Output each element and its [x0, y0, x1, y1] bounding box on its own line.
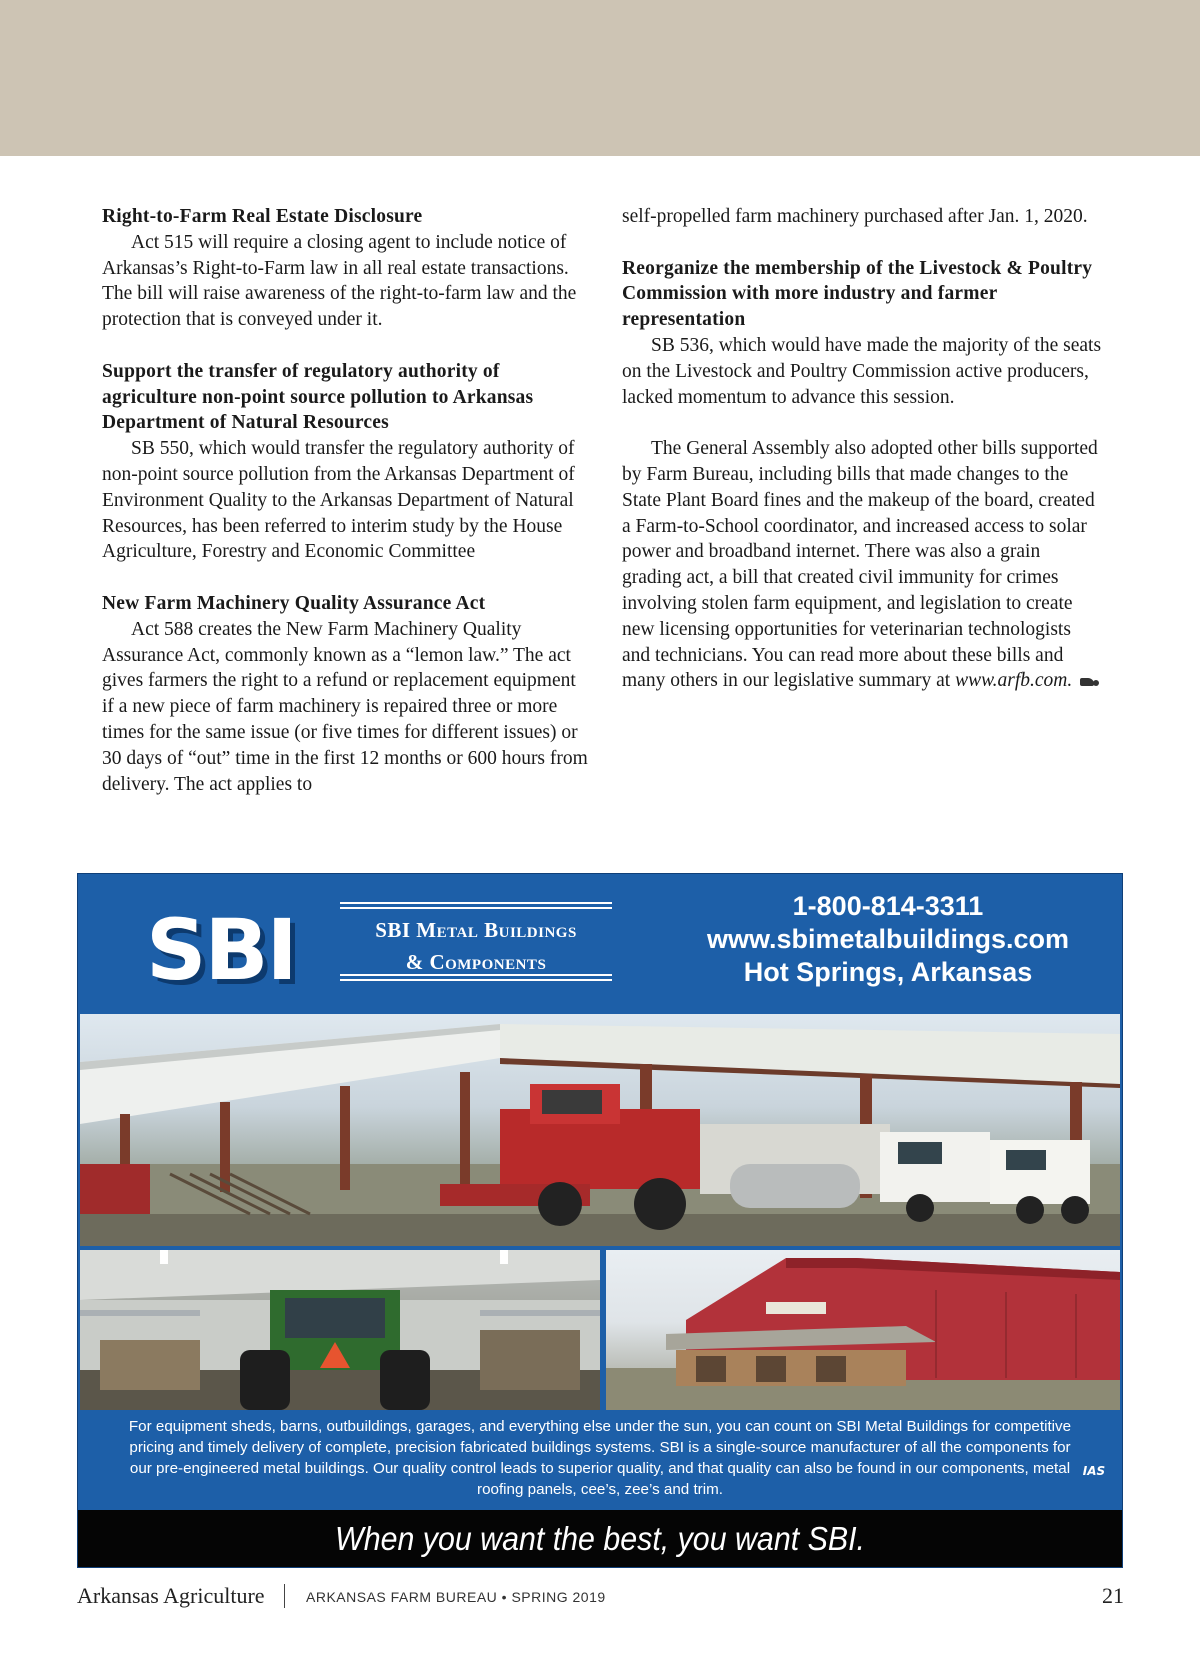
equipment-shed-illustration: [80, 1014, 1120, 1246]
ias-badge-icon: IAS: [1082, 1464, 1106, 1478]
ad-body-text: For equipment sheds, barns, outbuildings, garages, and everything else under the sun, you can count on SBI Metal Buildings for competitive pricing and timely delivery of complete, precision fabricated buildings systems. SBI is a single-source manufacturer of all the components for our pre-engineered metal buildings. Our quality control leads to superior quality, and that quality can also be found in our components, metal roofing panels, cee’s, zee’s and trim.: [128, 1418, 1072, 1498]
tractor-garage-photo: [80, 1250, 600, 1410]
ad-phone[interactable]: 1-800-814-3311: [792, 891, 984, 921]
section-heading: Reorganize the membership of the Livestock & Poultry Commission with more industry and farmer representation: [622, 257, 1093, 331]
sbi-logo: [146, 902, 326, 998]
section-heading: Support the transfer of regulatory authority of agriculture non-point source pollution to Arkansas Department of Natural Resources: [102, 360, 534, 434]
red-barn-photo: [606, 1250, 1120, 1410]
header-band: [0, 0, 1200, 156]
ad-tagline: When you want the best, you want SBI.: [335, 1520, 865, 1557]
ad-company-line1: SBI Metal Buildings: [375, 918, 577, 942]
ad-location: Hot Springs, Arkansas: [743, 957, 1033, 987]
section-body: SB 550, which would transfer the regulatory authority of non-point source pollution from the Arkansas Department of Environment Quality to the Arkansas Department of Natural Resources, has been referred to interim study by the House Agriculture, Forestry and Economic Committee: [102, 438, 575, 563]
page-number: 21: [1102, 1583, 1124, 1608]
closing-text: The General Assembly also adopted other bills supported by Farm Bureau, including bills that made changes to the State Plant Board fines and the makeup of the board, created a Farm-to-School coordinator, and increased access to solar power and broadband internet. There was also a grain grading act, a bill that created civil immunity for crimes involving stolen farm equipment, and legislation to create new licensing opportunities for veterinarian technologists and technicians. You can read more about these bills and many others in our legislative summary at: [622, 438, 1098, 692]
footer-publication: ARKANSAS FARM BUREAU • SPRING 2019: [306, 1589, 606, 1605]
ad-header: [78, 874, 1122, 1006]
article-left-column: [102, 204, 592, 797]
ad-company-name: [340, 914, 612, 978]
closing-paragraph: [622, 436, 1102, 694]
website-link[interactable]: www.arfb.com.: [955, 670, 1073, 692]
ad-contact: [678, 890, 1098, 989]
sbi-logo-text: SBI: [146, 901, 296, 999]
continued-text: self-propelled farm machinery purchased after Jan. 1, 2020.: [622, 206, 1088, 227]
section-body: SB 536, which would have made the majority of the seats on the Livestock and Poultry Commission active producers, lacked momentum to advance this session.: [622, 334, 1102, 408]
footer-separator: [284, 1584, 285, 1608]
article-right-column: [622, 204, 1102, 694]
sbi-advertisement[interactable]: [77, 873, 1123, 1568]
equipment-shed-photo: [80, 1014, 1120, 1246]
end-mark-icon: [1080, 676, 1100, 688]
ad-tagline-bar: [78, 1510, 1122, 1567]
ad-company-line2: & Components: [405, 950, 547, 974]
section-body: Act 515 will require a closing agent to include notice of Arkansas’s Right-to-Farm law in all real estate transactions. The bill will raise awareness of the right-to-farm law and the protection that is conveyed under it.: [102, 231, 577, 331]
footer-magazine-title: Arkansas Agriculture: [77, 1583, 265, 1608]
section-body: Act 588 creates the New Farm Machinery Quality Assurance Act, commonly known as a “lemon law.” The act gives farmers the right to a refund or replacement equipment if a new piece of farm machinery is repaired three or more times for the same issue (or five times for different issues) or 30 days of “out” time in the first 12 months or 600 hours from delivery. The act applies to: [102, 618, 588, 795]
ad-website[interactable]: www.sbimetalbuildings.com: [706, 924, 1070, 954]
section-heading: New Farm Machinery Quality Assurance Act: [102, 592, 486, 614]
section-heading: Right-to-Farm Real Estate Disclosure: [102, 206, 423, 227]
